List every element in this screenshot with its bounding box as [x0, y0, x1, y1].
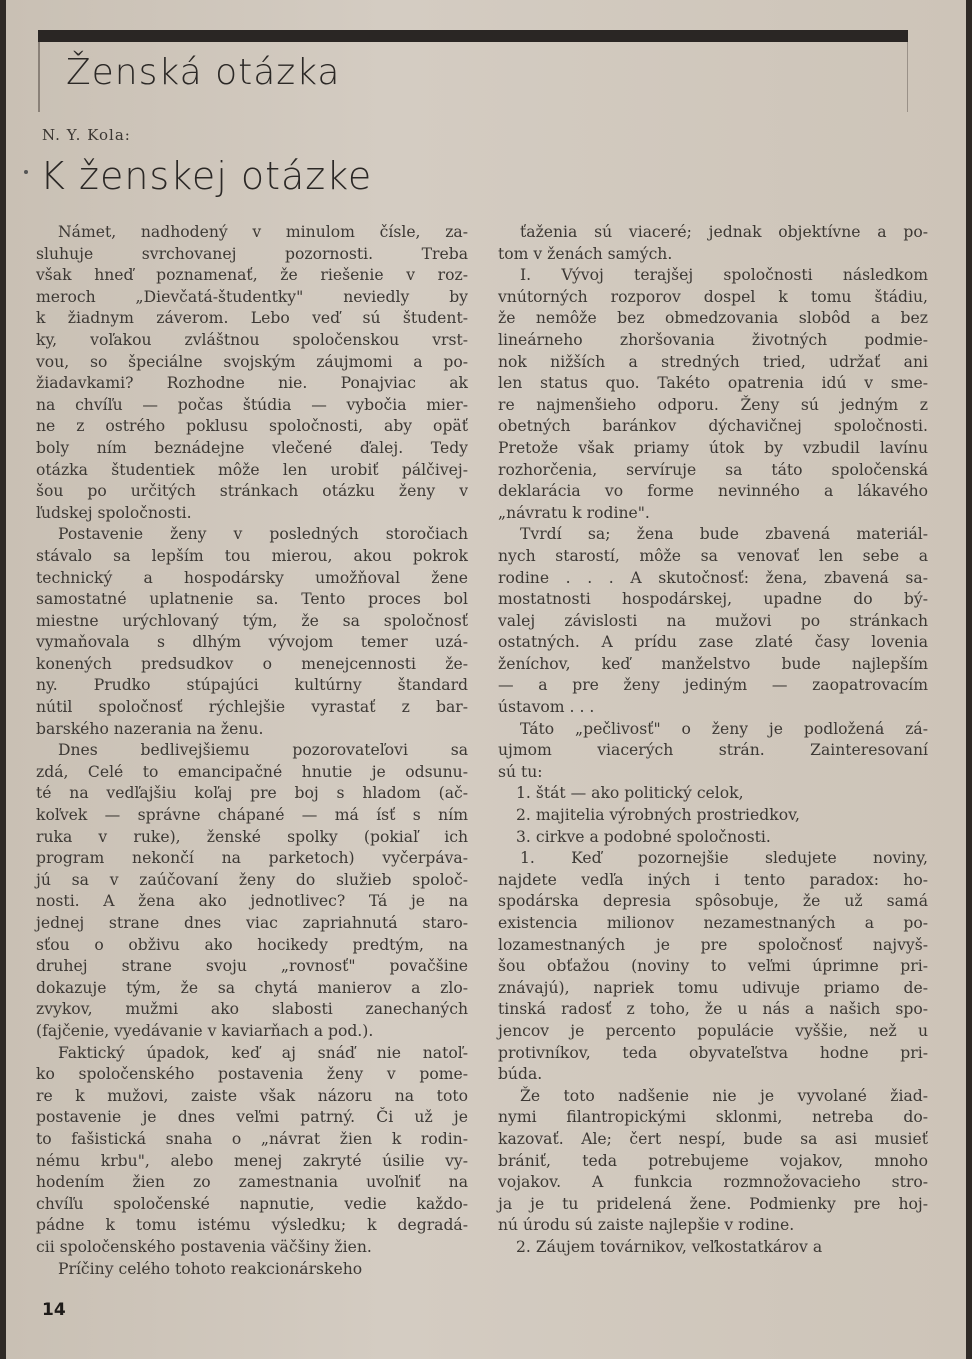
article-title: K ženskej otázke [40, 154, 373, 198]
text-line: koľvek — správne chápané — má ísť s ním [36, 806, 468, 825]
text-line: valej závislosti na mužovi po stránkach [498, 611, 928, 630]
text-line: vojakov. A funkcia rozmnožovacieho stro- [498, 1173, 928, 1192]
text-line: búda. [498, 1065, 543, 1084]
text-line: že nemôže bez obmedzovania slobôd a bez [498, 309, 928, 328]
text-line: 1. štát — ako politický celok, [516, 784, 744, 803]
text-line: pádne k tomu istému výsledku; k degradá- [36, 1216, 468, 1235]
text-line: vymaňovala s dlhým vývojom temer uzá- [36, 633, 468, 652]
text-line: spodárska depresia spôsobuje, že už samá [498, 892, 928, 911]
text-line: znávajú), napriek tomu udivuje priamo de- [498, 978, 928, 997]
text-line: nok nižších a stredných tried, udržať ani [498, 352, 928, 371]
text-line: k žiadnym záverom. Lebo veď sú študent- [36, 309, 468, 328]
text-line: ľudskej spoločnosti. [36, 503, 192, 522]
text-line: nych starostí, môže sa venovať len sebe a [498, 546, 928, 565]
text-line: 3. cirkve a podobné spoločnosti. [516, 827, 771, 846]
text-line: té na vedľajšiu koľaj pre boj s hladom (ač- [36, 784, 468, 803]
text-line: lozamestnaných je pre spoločnosť najvyš- [498, 935, 928, 954]
text-line: deklarácia vo forme nevinného a lákavého [498, 482, 928, 501]
text-line: tinská radosť z toho, že u nás a našich spo- [498, 1000, 928, 1019]
text-line: ústavom . . . [498, 698, 595, 717]
text-line: Že toto nadšenie nie je vyvolané žiad- [520, 1086, 928, 1105]
text-line: ne z ostrého poklusu spoločnosti, aby opäť [36, 417, 468, 436]
text-line: meroch „Dievčatá-študentky" neviedly by [36, 287, 468, 306]
text-line: „návratu k rodine". [498, 503, 650, 522]
text-line: hodením žien zo zamestnania uvoľniť na [36, 1173, 468, 1192]
text-line: cii spoločenského postavenia väčšiny žien. [36, 1237, 372, 1256]
text-line: 2. majitelia výrobných prostriedkov, [516, 806, 800, 825]
text-line: na chvíľu — počas štúdia — vybočia mier- [36, 395, 468, 414]
text-line: Táto „pečlivosť" o ženy je podložená zá- [520, 719, 928, 738]
text-line: existencia milionov nezamestnaných a po- [498, 914, 928, 932]
text-line: obetných baránkov dýchavičnej spoločnosti. [498, 417, 928, 436]
text-line: ženíchov, keď manželstvo bude najlepším [498, 654, 928, 673]
header-rule [38, 30, 908, 42]
text-line: druhej strane svoju „rovnosť" povačšine [36, 957, 468, 976]
text-line: nosti. A žena ako jednotlivec? Tá je na [36, 892, 468, 911]
text-line: I. Vývoj terajšej spoločnosti následkom [520, 266, 928, 285]
text-line: jú sa v zaúčovaní ženy do služieb spoloč- [36, 870, 468, 889]
left-text-column [36, 222, 468, 1280]
text-line: vnútorných rozporov dospel k tomu štádiu, [498, 287, 928, 306]
text-line: Tvrdí sa; žena bude zbavená materiál- [520, 525, 928, 544]
text-line: boly ním beznádejne vlečené ďalej. Tedy [36, 438, 468, 457]
text-line: brániť, teda potrebujeme vojakov, mnoho [498, 1151, 928, 1170]
text-line: samostatné uplatnenie sa. Tento proces bol [36, 590, 468, 609]
text-line: ky, voľakou zvláštnou spoločenskou vrst- [36, 330, 468, 349]
text-line: vou, so špeciálne svojským záujmomi a po- [36, 352, 468, 371]
article-author: N. Y. Kola: [42, 126, 131, 144]
text-line: stávalo sa lepším tou mierou, akou pokrok [36, 546, 468, 565]
text-line: re k mužovi, zaiste však názoru na toto [36, 1086, 468, 1105]
right-text-column [498, 222, 928, 1259]
text-line: Námet, nadhodený v minulom čísle, za- [58, 223, 468, 241]
text-line: nymi filantropickými sklonmi, netreba do- [498, 1108, 928, 1127]
text-line: ostatných. A prídu zase zlaté časy lovenia [498, 633, 928, 652]
text-line: sluhuje svrchovanej pozornosti. Treba [36, 244, 468, 263]
text-line: barského nazerania na ženu. [36, 719, 264, 738]
text-line: rodine . . . A skutočnosť: žena, zbavená sa- [498, 568, 928, 587]
text-line: tom v ženách samých. [498, 244, 673, 263]
text-line: nú úrodu sú zaiste najlepšie v rodine. [498, 1216, 795, 1235]
text-line: najdete vedľa iných i tento paradox: ho- [498, 870, 928, 889]
text-line: miestne urýchlovaný tým, že sa spoločnosť [36, 611, 468, 630]
text-line: šou obťažou (noviny to veľmi úprimne pri- [498, 957, 928, 976]
text-line: však hneď poznamenať, že riešenie v roz- [36, 266, 468, 285]
text-line: program nekončí na parketoch) vyčerpáva- [36, 849, 468, 868]
text-line: ja je tu pridelená žene. Podmienky pre hoj- [498, 1194, 928, 1213]
text-line: sú tu: [498, 762, 543, 781]
text-line: dokazuje tým, že sa chytá manierov a zlo- [36, 978, 468, 997]
text-line: Dnes bedlivejšiemu pozorovateľovi sa [58, 741, 468, 760]
text-line: lineárneho zhoršovania životných podmie- [498, 330, 928, 349]
text-line: Príčiny celého tohoto reakcionárskeho [58, 1259, 363, 1278]
text-line: rozhorčenia, servíruje sa táto spoločenská [498, 460, 928, 479]
text-line: jednej strane dnes viac zapriahnutá staro- [36, 914, 468, 932]
text-line: jencov je percento populácie vyššie, než u [498, 1021, 928, 1040]
text-line: sťou o obživu ako hocikedy predtým, na [36, 935, 468, 954]
magazine-page [6, 0, 966, 1359]
text-line: konených predsudkov o menejcennosti že- [36, 654, 468, 673]
text-line: — a pre ženy jediným — zaopatrovacím [498, 676, 928, 695]
text-line: protivníkov, teda obyvateľstva hodne pri- [498, 1043, 928, 1062]
text-line: kazovať. Ale; čert nespí, bude sa asi musieť [498, 1129, 928, 1148]
text-line: žiadavkami? Rozhodne nie. Ponajviac ak [36, 374, 468, 393]
text-line: šou po určitých stránkach otázku ženy v [36, 482, 468, 501]
text-line: 2. Záujem továrnikov, veľkostatkárov a [516, 1237, 823, 1256]
text-line: 1. Keď pozornejšie sledujete noviny, [520, 849, 928, 868]
text-line: nútil spoločnosť rýchlejšie vyrastať z bar- [36, 698, 468, 717]
text-line: Postavenie ženy v posledných storočiach [58, 525, 468, 544]
section-title: Ženská otázka [66, 52, 341, 93]
text-line: chvíľu spoločenské napnutie, vedie každo- [36, 1194, 468, 1213]
text-line: ujmom viacerých strán. Zainteresovaní [498, 741, 928, 760]
text-line: mostatnosti hospodárskej, upadne do bý- [498, 590, 928, 609]
text-line: Pretože však priamy útok by vzbudil lavínu [498, 438, 928, 457]
text-line: (fajčenie, vyedávanie v kaviarňach a pod.). [36, 1021, 374, 1040]
margin-dot [24, 170, 28, 174]
text-line: otázka študentiek môže len urobiť pálčivej- [36, 460, 468, 479]
text-line: ny. Prudko stúpajúci kultúrny štandard [36, 676, 468, 695]
text-line: postavenie je dnes veľmi patrný. Či už je [36, 1108, 468, 1127]
text-line: zvykov, mužmi ako slabosti zanechaných [36, 1000, 468, 1019]
text-line: nému krbu", alebo menej zakryté úsilie vy- [36, 1151, 468, 1170]
text-line: len status quo. Takéto opatrenia idú v sme- [498, 374, 928, 393]
text-line: technický a hospodársky umožňoval žene [36, 568, 468, 587]
text-line: ruka v ruke), ženské spolky (pokiaľ ich [36, 827, 468, 846]
text-line: ko spoločenského postavenia ženy v pome- [36, 1065, 468, 1084]
text-line: zdá, Celé to emancipačné hnutie je odsunu- [36, 762, 468, 781]
text-line: ťaženia sú viaceré; jednak objektívne a po- [520, 223, 928, 241]
text-line: to fašistická snaha o „návrat žien k rodin- [36, 1129, 468, 1148]
page-number: 14 [42, 1300, 66, 1320]
text-line: re najmenšieho odporu. Ženy sú jedným z [498, 395, 928, 414]
text-line: Faktický úpadok, keď aj snáď nie natoľ- [58, 1043, 468, 1062]
